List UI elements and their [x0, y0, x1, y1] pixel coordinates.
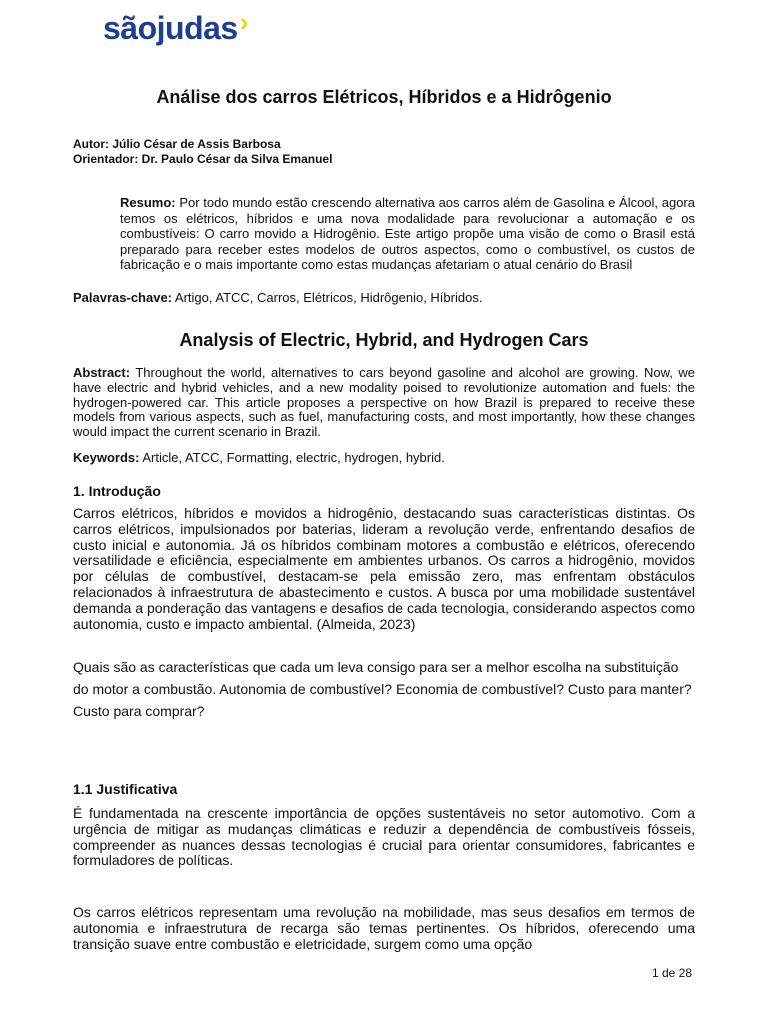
abstract-text: Throughout the world, alternatives to cars beyond gasoline and alcohol are growing. Now, we have electric and hybrid vehicles, and a new modality poised to revolutionize automation and fuels: the hydrogen-powered car. This article proposes a perspective on how Brazil is prepared to receive these models from various aspects, such as fuel, manufacturing costs, and most importantly, how these changes would impact the current scenario in Brazil. [73, 365, 695, 440]
section-heading-introducao: 1. Introdução [73, 483, 161, 499]
keywords-line [73, 450, 445, 466]
sao-judas-logo [103, 7, 248, 47]
logo-chevron-icon: › [239, 7, 248, 37]
title-portuguese: Análise dos carros Elétricos, Híbridos e a Hidrôgenio [156, 87, 612, 107]
keywords-label: Keywords: [73, 450, 140, 465]
title-english: Analysis of Electric, Hybrid, and Hydrogen Cars [179, 330, 589, 350]
palavras-chave-text: Artigo, ATCC, Carros, Elétricos, Hidrôgenio, Híbridos. [172, 290, 483, 305]
palavras-chave-label: Palavras-chave: [73, 290, 173, 305]
resumo-text: Por todo mundo estão crescendo alternativa aos carros além de Gasolina e Álcool, agora temos os elétricos, híbridos e uma nova modalidade para revolucionar a automação e os combustíveis: O carro movido a Hidrogênio. Este artigo propõe uma visão de como o Brasil está preparado para receber estes modelos de outros aspectos, como o combustível, os custos de fabricação e o mais importante como estas mudanças afetariam o atual cenário do Brasil [120, 195, 695, 273]
introducao-paragraph: Carros elétricos, híbridos e movidos a hidrogênio, destacando suas características distintas. Os carros elétricos, impulsionados por baterias, lideram a revolução verde, enfrentando desafios de custo inicial e autonomia. Já os híbridos combinam motores a combustão e elétricos, oferecendo versatilidade e eficiência, especialmente em ambientes urbanos. Os carros a hidrogênio, movidos por células de combustível, destacam-se pela emissão zero, mas enfrentam obstáculos relacionados à infraestrutura de abastecimento e custos. A busca por uma mobilidade sustentável demanda a ponderação das vantagens e desafios de cada tecnologia, considerando aspectos como autonomia, custo e impacto ambiental. (Almeida, 2023) [73, 505, 695, 632]
section-heading-justificativa: 1.1 Justificativa [73, 781, 178, 797]
keywords-text: Article, ATCC, Formatting, electric, hydrogen, hybrid. [139, 450, 445, 465]
abstract-label: Abstract: [73, 365, 131, 380]
justificativa-paragraph-1: É fundamentada na crescente importância de opções sustentáveis no setor automotivo. Com a urgência de mitigar as mudanças climáticas e reduzir a dependência de combustíveis fósseis, compreender as nuances dessas tecnologias é crucial para orientar consumidores, fabricantes e formuladores de políticas. [73, 805, 695, 869]
resumo-paragraph [120, 195, 695, 273]
palavras-chave-line [73, 290, 482, 306]
authors-block [73, 137, 332, 167]
logo-text: sãojudas [103, 10, 238, 46]
page-number: 1 de 28 [651, 966, 692, 980]
introducao-questions: Quais são as características que cada um leva consigo para ser a melhor escolha na substituição do motor a combustão. Autonomia de combustível? Economia de combustível? Custo para manter? Custo para comprar? [73, 659, 692, 719]
abstract-paragraph [73, 366, 695, 440]
advisor-line: Orientador: Dr. Paulo César da Silva Emanuel [73, 152, 333, 166]
author-line: Autor: Júlio César de Assis Barbosa [73, 137, 281, 151]
justificativa-paragraph-2: Os carros elétricos representam uma revolução na mobilidade, mas seus desafios em termos de autonomia e infraestrutura de recarga são temas pertinentes. Os híbridos, oferecendo uma transição suave entre combustão e eletricidade, surgem como uma opção [73, 904, 695, 952]
resumo-label: Resumo: [120, 195, 176, 210]
